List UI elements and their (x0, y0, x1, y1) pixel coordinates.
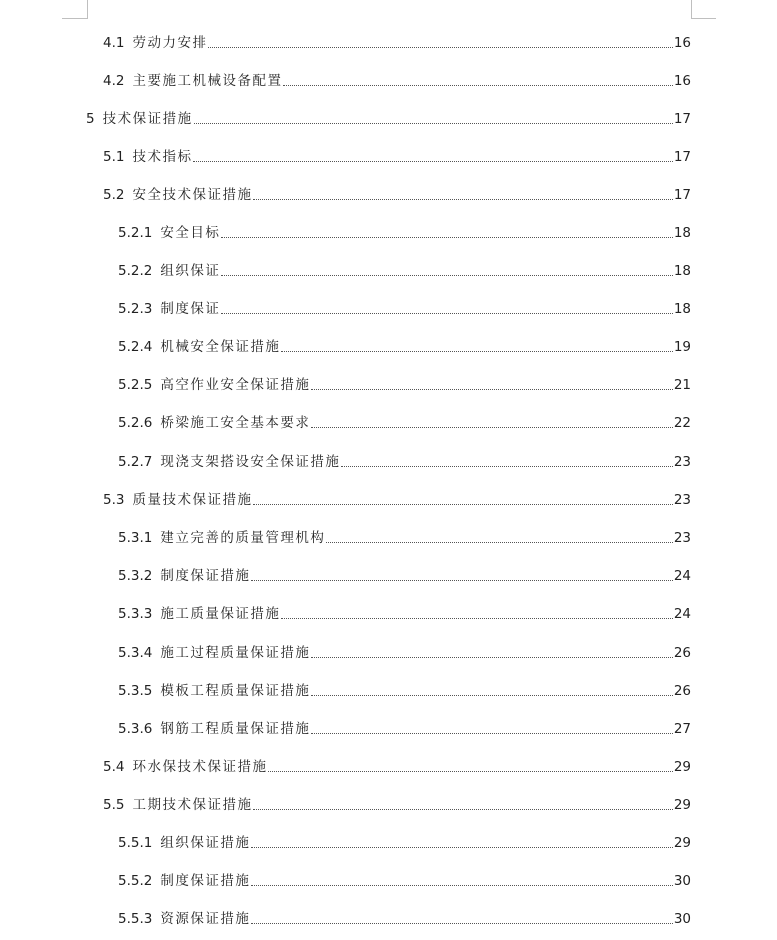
toc-leader-dots (208, 46, 672, 48)
toc-leader-dots (326, 541, 672, 543)
toc-leader-dots (251, 846, 672, 848)
toc-number: 4.1 (103, 35, 125, 51)
toc-leader-dots (251, 884, 672, 886)
toc-entry[interactable] (103, 790, 691, 814)
toc-entry[interactable] (103, 28, 691, 52)
toc-entry[interactable] (103, 142, 691, 166)
toc-number: 5.2.3 (118, 301, 153, 317)
toc-number: 5 (86, 111, 95, 127)
toc-number: 5.3.1 (118, 530, 153, 546)
toc-number: 5.5.2 (118, 873, 153, 889)
toc-number: 5.2.4 (118, 339, 153, 355)
toc-leader-dots (311, 656, 672, 658)
toc-number: 5.5.3 (118, 911, 153, 927)
toc-number: 5.2.2 (118, 263, 153, 279)
toc-entry[interactable] (118, 866, 691, 890)
toc-entry[interactable] (103, 485, 691, 509)
toc-page-number: 23 (673, 454, 691, 470)
toc-number: 4.2 (103, 73, 125, 89)
toc-title: 现浇支架搭设安全保证措施 (160, 454, 341, 470)
toc-number: 5.3 (103, 492, 125, 508)
toc-entry[interactable] (118, 218, 691, 242)
toc-page-number: 30 (673, 911, 691, 927)
toc-number: 5.2.1 (118, 225, 153, 241)
toc-leader-dots (251, 579, 672, 581)
toc-page-number: 24 (673, 568, 691, 584)
toc-entry[interactable] (118, 523, 691, 547)
toc-entry[interactable] (103, 752, 691, 776)
toc-title: 施工质量保证措施 (160, 606, 281, 622)
toc-entry[interactable] (118, 447, 691, 471)
toc-title: 资源保证措施 (160, 911, 251, 927)
toc-title: 技术指标 (132, 149, 193, 165)
toc-leader-dots (221, 312, 672, 314)
toc-leader-dots (253, 198, 672, 200)
toc-entry[interactable] (103, 66, 691, 90)
toc-entry[interactable] (118, 599, 691, 623)
toc-entry[interactable] (118, 904, 691, 928)
toc-entry[interactable] (118, 294, 691, 318)
crop-mark-top-right (691, 0, 716, 19)
toc-title: 制度保证措施 (160, 873, 251, 889)
toc-page-number: 18 (673, 263, 691, 279)
toc-number: 5.2 (103, 187, 125, 203)
toc-title: 钢筋工程质量保证措施 (160, 721, 311, 737)
toc-entry[interactable] (118, 676, 691, 700)
toc-leader-dots (311, 732, 672, 734)
toc-title: 劳动力安排 (132, 35, 208, 51)
toc-title: 高空作业安全保证措施 (160, 377, 311, 393)
toc-title: 主要施工机械设备配置 (132, 73, 283, 89)
toc-page-number: 16 (673, 35, 691, 51)
toc-page-number: 30 (673, 873, 691, 889)
toc-number: 5.3.4 (118, 645, 153, 661)
toc-number: 5.2.5 (118, 377, 153, 393)
toc-number: 5.2.7 (118, 454, 153, 470)
toc-leader-dots (311, 694, 672, 696)
toc-entry[interactable] (118, 828, 691, 852)
toc-page-number: 17 (673, 149, 691, 165)
toc-number: 5.3.5 (118, 683, 153, 699)
toc-leader-dots (268, 770, 672, 772)
toc-page-number: 26 (673, 683, 691, 699)
toc-page-number: 27 (673, 721, 691, 737)
toc-page-number: 19 (673, 339, 691, 355)
toc-title: 制度保证措施 (160, 568, 251, 584)
toc-leader-dots (221, 236, 672, 238)
toc-title: 制度保证 (160, 301, 221, 317)
toc-number: 5.4 (103, 759, 125, 775)
toc-leader-dots (221, 274, 672, 276)
toc-number: 5.3.2 (118, 568, 153, 584)
toc-number: 5.5 (103, 797, 125, 813)
toc-title: 环水保技术保证措施 (132, 759, 268, 775)
toc-page-number: 23 (673, 530, 691, 546)
toc-number: 5.3.6 (118, 721, 153, 737)
toc-number: 5.5.1 (118, 835, 153, 851)
toc-entry[interactable] (118, 561, 691, 585)
toc-page-number: 21 (673, 377, 691, 393)
toc-page-number: 29 (673, 797, 691, 813)
toc-title: 模板工程质量保证措施 (160, 683, 311, 699)
toc-page-number: 29 (673, 835, 691, 851)
toc-title: 桥梁施工安全基本要求 (160, 415, 311, 431)
toc-page-number: 18 (673, 225, 691, 241)
crop-mark-top-left (62, 0, 88, 19)
toc-leader-dots (281, 350, 672, 352)
toc-page-number: 22 (673, 415, 691, 431)
toc-leader-dots (341, 465, 672, 467)
toc-leader-dots (311, 426, 672, 428)
toc-leader-dots (253, 503, 672, 505)
toc-entry[interactable] (103, 180, 691, 204)
toc-page-number: 24 (673, 606, 691, 622)
toc-title: 建立完善的质量管理机构 (160, 530, 326, 546)
toc-number: 5.3.3 (118, 606, 153, 622)
toc-page-number: 23 (673, 492, 691, 508)
toc-title: 组织保证措施 (160, 835, 251, 851)
toc-leader-dots (253, 808, 672, 810)
toc-entry[interactable] (118, 638, 691, 662)
toc-page-number: 17 (673, 187, 691, 203)
toc-page-number: 16 (673, 73, 691, 89)
toc-leader-dots (194, 122, 673, 124)
toc-page-number: 26 (673, 645, 691, 661)
toc-leader-dots (311, 388, 672, 390)
toc-page-number: 18 (673, 301, 691, 317)
toc-entry[interactable] (118, 370, 691, 394)
toc-leader-dots (281, 617, 672, 619)
toc-entry[interactable] (118, 332, 691, 356)
toc-page-number: 29 (673, 759, 691, 775)
toc-title: 安全技术保证措施 (132, 187, 253, 203)
toc-leader-dots (193, 160, 672, 162)
toc-title: 施工过程质量保证措施 (160, 645, 311, 661)
toc-number: 5.2.6 (118, 415, 153, 431)
toc-title: 工期技术保证措施 (132, 797, 253, 813)
toc-title: 组织保证 (160, 263, 221, 279)
toc-title: 安全目标 (160, 225, 221, 241)
toc-entry[interactable] (118, 714, 691, 738)
toc-title: 质量技术保证措施 (132, 492, 253, 508)
toc-title: 技术保证措施 (102, 111, 193, 127)
toc-title: 机械安全保证措施 (160, 339, 281, 355)
toc-page-number: 17 (673, 111, 691, 127)
toc-leader-dots (283, 84, 672, 86)
toc-number: 5.1 (103, 149, 125, 165)
toc-entry[interactable] (118, 256, 691, 280)
toc-entry[interactable] (86, 104, 691, 128)
toc-leader-dots (251, 922, 672, 924)
toc-entry[interactable] (118, 408, 691, 432)
